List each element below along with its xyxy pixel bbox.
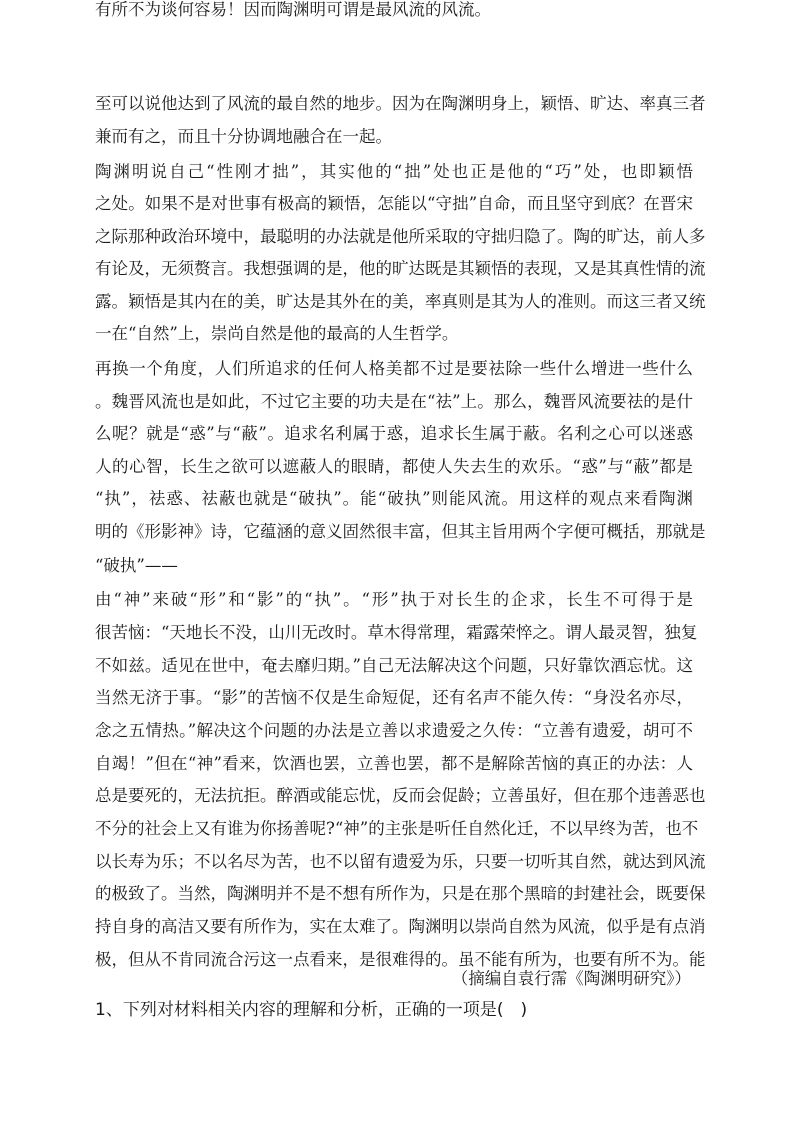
paragraph-3-line: 的极致了。当然，陶渊明并不是不想有所作为，只是在那个黑暗的封建社会，既要保 (95, 884, 706, 903)
paragraph-3-line: 念之五情热。”解决这个问题的办法是立善以求遗爱之久传：“立善有遗爱，胡可不 (95, 721, 693, 740)
paragraph-3-line: 很苦恼：“天地长不没，山川无改时。草木得常理，霜露荣悴之。谓人最灵智，独复 (95, 623, 698, 642)
paragraph-2-line: 露。颖悟是其内在的美，旷达是其外在的美，率真则是其为人的准则。而这三者又统 (95, 292, 706, 311)
paragraph-3-line: 当然无济于事。“影”的苦恼不仅是生命短促，还有名声不能久传：“身没名亦尽， (95, 688, 693, 707)
paragraph-3-line: “破执”—— (95, 556, 178, 575)
paragraph-1-line: 兼而有之，而且十分协调地融合在一起。 (95, 127, 392, 146)
paragraph-3-line: 明的《形影神》诗，它蕴涵的意义固然很丰富，但其主旨用两个字便可概括，那就是 (95, 522, 706, 541)
paragraph-3-line: 极，但从不肯同流合污这一点看来，是很难得的。虽不能有所为，也要有所不为。能 (95, 950, 706, 969)
source-citation: （摘编自袁行霈《陶渊明研究》） (451, 969, 691, 988)
paragraph-3-line: 自竭！”但在“神”看来，饮酒也罢，立善也罢，都不是解除苦恼的真正的办法：人 (95, 754, 693, 773)
paragraph-2-line: 一在“自然”上，崇尚自然是他的最高的人生哲学。 (95, 324, 459, 343)
paragraph-3-line: “执”，祛惑、祛蔽也就是“破执”。能“破执”则能风流。用这样的观点来看陶渊 (95, 489, 693, 508)
paragraph-3-line: 有所不为谈何容易！因而陶渊明可谓是最风流的风流。 (95, 0, 491, 19)
paragraph-3-line: 再换一个角度，人们所追求的任何人格美都不过是要祛除一些什么增进一些什么 (95, 359, 693, 378)
paragraph-3-line: 不分的社会上又有谁为你扬善呢?“神”的主张是听任自然化迁，不以早终为苦，也不 (95, 819, 699, 838)
question-1: 1、下列对材料相关内容的理解和分析，正确的一项是( ) (95, 1000, 528, 1020)
paragraph-3-line: 人的心智，长生之欲可以遮蔽人的眼睛，都使人失去生的欢乐。“惑”与“蔽”都是 (95, 457, 693, 476)
paragraph-2-line: 之际那种政治环境中，最聪明的办法就是他所采取的守拙归隐了。陶的旷达，前人多 (95, 227, 706, 246)
paragraph-2-line: 有论及，无须赘言。我想强调的是，他的旷达既是其颖悟的表现，又是其真性情的流 (95, 259, 706, 278)
paragraph-3-line: 。魏晋风流也是如此，不过它主要的功夫是在“祛”上。那么，魏晋风流要祛的是什 (95, 392, 693, 411)
paragraph-3-line: 以长寿为乐；不以名尽为苦，也不以留有遗爱为乐，只要一切听其自然，就达到风流 (95, 852, 706, 871)
paragraph-3-line: 总是要死的，无法抗拒。醉酒或能忘忧，反而会促龄；立善虽好，但在那个违善恶也 (95, 786, 706, 805)
paragraph-3-line: 持自身的高洁又要有所作为，实在太难了。陶渊明以崇尚自然为风流，似乎是有点消 (95, 917, 706, 936)
paragraph-2-line: 陶渊明说自己“性刚才拙”，其实他的“拙”处也正是他的“巧”处，也即颖悟 (95, 162, 693, 181)
paragraph-3-line: 由“神”来破“形”和“影”的“执”。“形”执于对长生的企求，长生不可得于是 (95, 590, 693, 609)
paragraph-2-line: 之处。如果不是对世事有极高的颖悟，怎能以“守拙”自命，而且坚守到底？在晋宋 (95, 194, 693, 213)
paragraph-1-line: 至可以说他达到了风流的最自然的地步。因为在陶渊明身上，颖悟、旷达、率真三者 (95, 94, 706, 113)
paragraph-3-line: 不如兹。适见在世中，奄去靡归期。”自己无法解决这个问题，只好靠饮酒忘忧。这 (95, 656, 693, 675)
paragraph-3-line: 么呢？就是“惑”与“蔽”。追求名利属于惑，追求长生属于蔽。名利之心可以迷惑 (95, 424, 693, 443)
